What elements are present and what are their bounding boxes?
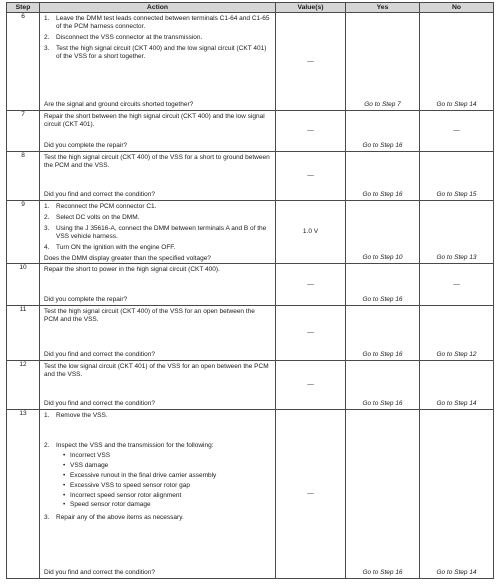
list-item: 4. Turn ON the ignition with the engine OFF. — [44, 243, 176, 251]
action-steps — [44, 203, 271, 252]
no-link[interactable]: Go to Step 14 — [436, 101, 477, 109]
action-cell — [40, 111, 276, 152]
action-cell — [40, 306, 276, 361]
table-row — [7, 201, 494, 264]
action-text: Repair the short to power in the high signal circuit (CKT 400). — [44, 266, 220, 273]
list-item: • Incorrect speed sensor rotor alignment — [70, 492, 271, 500]
step-number: 12 — [7, 361, 40, 410]
action-question: Does the DMM display greater than the specified voltage? — [44, 254, 211, 262]
header-yes: Yes — [346, 3, 420, 13]
yes-cell — [346, 13, 420, 111]
list-item: • Excessive runout in the final drive carrier assembly — [70, 472, 271, 480]
step-number: 8 — [7, 152, 40, 201]
step-number: 13 — [7, 410, 40, 579]
yes-cell — [346, 264, 420, 306]
list-item: 1. Remove the VSS. — [44, 412, 108, 419]
yes-link[interactable]: Go to Step 16 — [362, 351, 403, 359]
yes-cell — [346, 111, 420, 152]
action-question: Are the signal and ground circuits shorted together? — [44, 101, 194, 109]
yes-cell — [346, 410, 420, 579]
list-item: 1. Reconnect the PCM connector C1. — [44, 203, 157, 210]
header-values: Value(s) — [276, 3, 346, 13]
action-text: Test the low signal circuit (CKT 401) of the VSS for an open between the PCM and the VSS. — [44, 363, 269, 378]
header-no: No — [420, 3, 494, 13]
yes-link[interactable]: Go to Step 16 — [362, 191, 403, 199]
action-steps — [44, 15, 271, 61]
yes-link[interactable]: Go to Step 10 — [362, 254, 403, 262]
action-steps — [44, 412, 271, 522]
action-text: Test the high signal circuit (CKT 400) of the VSS for a short to ground between the PCM and the VSS. — [44, 154, 270, 169]
no-cell — [420, 410, 494, 579]
value-cell: — — [276, 361, 346, 410]
action-question: Did you find and correct the condition? — [44, 351, 155, 359]
action-cell — [40, 264, 276, 306]
step-number: 9 — [7, 201, 40, 264]
list-item: 2. Inspect the VSS and the transmission for the following: • Incorrect VSS • VSS damage • Excessive runout in the final drive carrier assembly • Excessive VSS to speed sensor rotor gap • Incorrect speed sensor rotor alignment • Speed sensor rotor damage — [44, 442, 271, 511]
value-cell: — — [276, 306, 346, 361]
inspection-bullets — [56, 452, 271, 510]
no-link[interactable]: Go to Step 14 — [436, 569, 477, 577]
action-text: Repair the short between the high signal circuit (CKT 400) and the low signal circuit (CKT 401). — [44, 113, 265, 128]
table-row — [7, 306, 494, 361]
diagnostic-table — [6, 2, 494, 579]
value-cell: — — [276, 410, 346, 579]
table-row — [7, 410, 494, 579]
step-number: 11 — [7, 306, 40, 361]
diagnostic-page — [6, 2, 494, 579]
value-cell: — — [276, 152, 346, 201]
table-row — [7, 111, 494, 152]
yes-link[interactable]: Go to Step 16 — [362, 400, 403, 408]
table-row — [7, 13, 494, 111]
step-number: 10 — [7, 264, 40, 306]
step-number: 6 — [7, 13, 40, 111]
action-cell — [40, 152, 276, 201]
list-item: • Excessive VSS to speed sensor rotor gap — [70, 482, 271, 490]
no-cell — [420, 13, 494, 111]
yes-cell — [346, 306, 420, 361]
value-cell: — — [276, 264, 346, 306]
yes-link[interactable]: Go to Step 16 — [362, 569, 403, 577]
yes-cell — [346, 201, 420, 264]
header-action: Action — [40, 3, 276, 13]
list-item: 2. Disconnect the VSS connector at the transmission. — [44, 33, 203, 41]
yes-link[interactable]: Go to Step 16 — [362, 296, 403, 304]
no-cell — [420, 201, 494, 264]
list-item: 3. Test the high signal circuit (CKT 400) and the low signal circuit (CKT 401) of the VSS for a short together. — [44, 44, 267, 60]
table-row — [7, 152, 494, 201]
action-cell — [40, 361, 276, 410]
list-item: • Speed sensor rotor damage — [70, 501, 271, 509]
no-link[interactable]: Go to Step 12 — [436, 351, 477, 359]
yes-cell — [346, 152, 420, 201]
list-item: • Incorrect VSS — [70, 452, 271, 460]
list-item: 3. Using the J 35616-A, connect the DMM between terminals A and B of the VSS vehicle harness. — [44, 224, 267, 240]
value-cell: — — [276, 111, 346, 152]
list-item: • VSS damage — [70, 462, 271, 470]
action-cell — [40, 410, 276, 579]
yes-link[interactable]: Go to Step 7 — [364, 101, 401, 109]
action-question: Did you find and correct the condition? — [44, 400, 155, 408]
value-cell: 1.0 V — [276, 201, 346, 264]
no-link[interactable]: Go to Step 14 — [436, 400, 477, 408]
table-header-row — [7, 3, 494, 13]
value-cell: — — [276, 13, 346, 111]
header-step: Step — [7, 3, 40, 13]
action-question: Did you find and correct the condition? — [44, 569, 155, 577]
yes-cell — [346, 361, 420, 410]
no-cell: — — [420, 111, 494, 152]
list-item: 3. Repair any of the above items as necessary. — [44, 514, 184, 522]
action-question: Did you complete the repair? — [44, 142, 128, 150]
table-row — [7, 361, 494, 410]
no-cell: — — [420, 264, 494, 306]
no-cell — [420, 361, 494, 410]
yes-link[interactable]: Go to Step 16 — [362, 142, 403, 150]
no-cell — [420, 152, 494, 201]
action-question: Did you complete the repair? — [44, 296, 128, 304]
no-link[interactable]: Go to Step 15 — [436, 191, 477, 199]
table-row — [7, 264, 494, 306]
no-cell — [420, 306, 494, 361]
action-cell — [40, 201, 276, 264]
list-item: 1. Leave the DMM test leads connected between terminals C1-64 and C1-65 of the PCM harness connector. — [44, 15, 270, 30]
list-item: 2. Select DC volts on the DMM. — [44, 213, 140, 221]
action-question: Did you find and correct the condition? — [44, 191, 155, 199]
action-cell — [40, 13, 276, 111]
action-text: Test the high signal circuit (CKT 400) of the VSS for an open between the PCM and the VSS. — [44, 308, 255, 323]
no-link[interactable]: Go to Step 13 — [436, 254, 477, 262]
step-number: 7 — [7, 111, 40, 152]
